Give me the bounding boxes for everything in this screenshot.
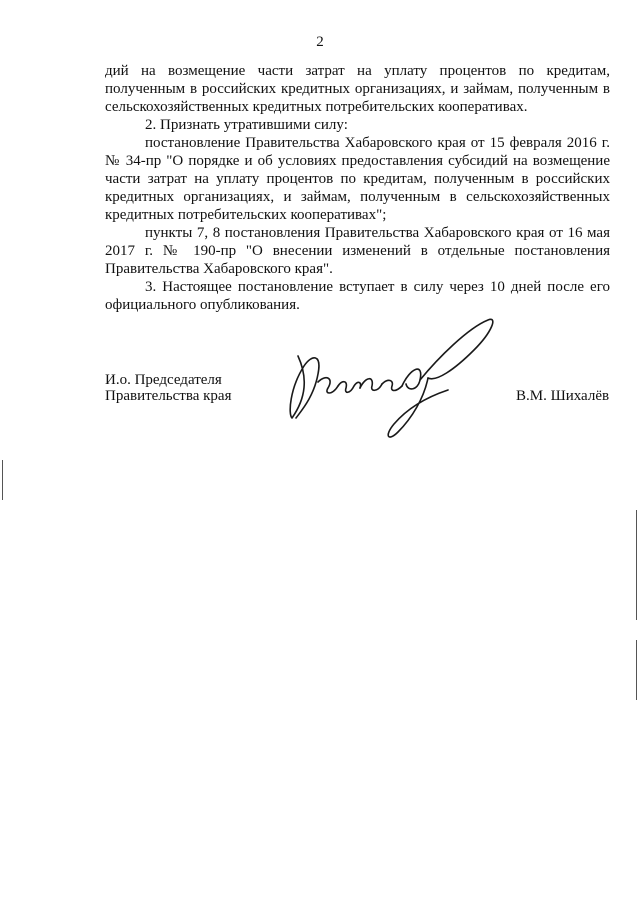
paragraph-continuation: дий на возмещение части затрат на уплату процентов по кредитам, полученным в российских кредитных организациях, и займам, полученным в сельскохозяйственных кредитных потребительских кооперативах. [105,63,610,115]
paragraph-repealed-resolution: постановление Правительства Хабаровского края от 15 февраля 2016 г. № 34-пр "О порядке и об условиях предоставления субсидий на возмещение части затрат на уплату процентов по кредитам, полученным в российских кредитных организациях, и займам, полученным в сельскохозяйственных кредитных потребительских кооперативах"; [105,135,610,223]
paragraph-repealed-points: пункты 7, 8 постановления Правительства Хабаровского края от 16 мая 2017 г. № 190-пр "О внесении изменений в отдельные постановления Правительства Хабаровского края". [105,225,610,277]
signatory-title-line-2: Правительства края [105,388,232,404]
scan-edge-mark [636,510,637,620]
signatory-title-line-1: И.о. Председателя [105,372,222,388]
scan-edge-mark [636,640,637,700]
handwritten-signature [278,318,508,448]
signatory-title [105,372,232,404]
document-body [105,62,610,314]
page-number: 2 [316,34,324,50]
scan-edge-mark [2,460,3,500]
signer-name: В.М. Шихалёв [516,388,610,404]
paragraph-item-3: 3. Настоящее постановление вступает в силу через 10 дней после его официального опубликования. [105,279,610,313]
paragraph-item-2: 2. Признать утратившими силу: [145,117,348,133]
